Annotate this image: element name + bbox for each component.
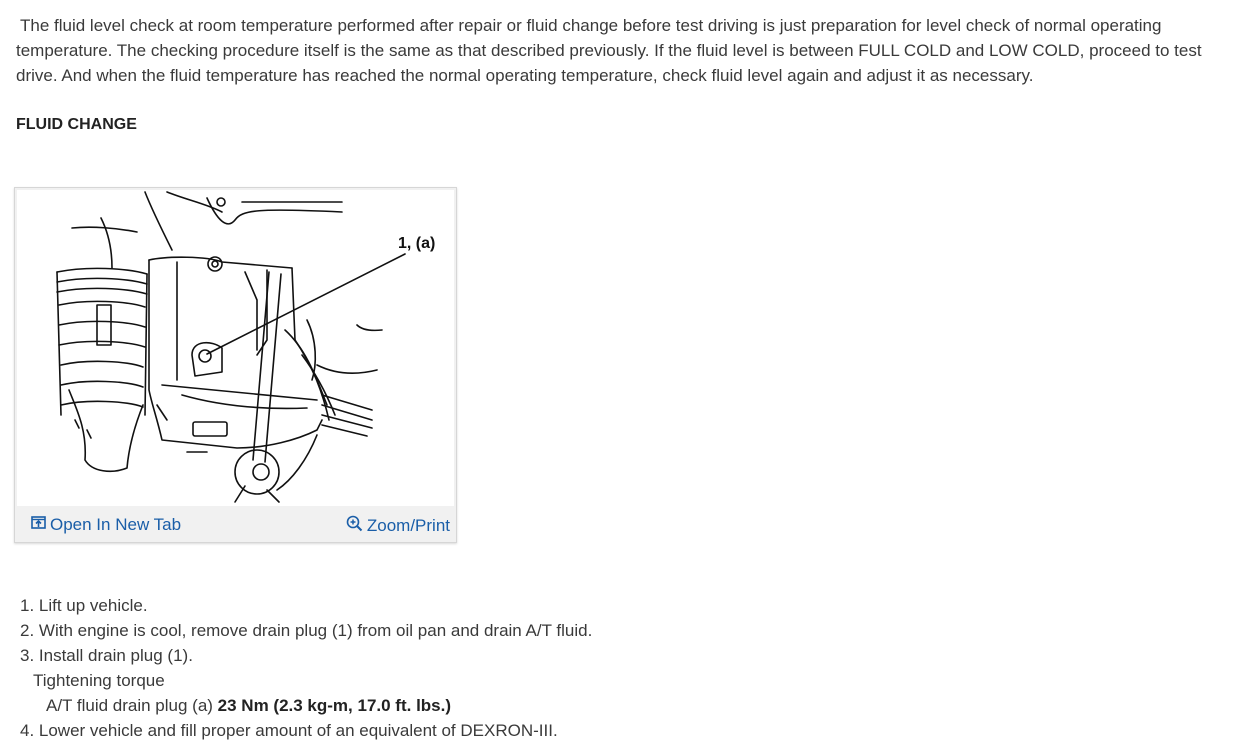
procedure-steps — [20, 593, 592, 743]
torque-value: 23 Nm (2.3 kg-m, 17.0 ft. lbs.) — [217, 696, 452, 715]
section-title: FLUID CHANGE — [16, 116, 137, 133]
intro-paragraph: The fluid level check at room temperature performed after repair or fluid change before test driving is just preparation for level check of normal operating temperature. The checking procedure itself is the same as that described previously. If the fluid level is between FULL COLD and LOW COLD, proceed to test drive. And when the fluid temperature has reached the normal operating temperature, check fluid level again and adjust it as necessary. — [16, 16, 1202, 85]
step-lift-vehicle: 1. Lift up vehicle. — [20, 596, 148, 615]
torque-heading: Tightening torque — [33, 671, 165, 690]
zoom-print-link[interactable] — [346, 515, 450, 537]
torque-spec — [20, 693, 592, 718]
step-lower-and-fill: 4. Lower vehicle and fill proper amount of an equivalent of DEXRON-III. — [20, 721, 558, 740]
callout-label: 1, (a) — [398, 235, 436, 252]
open-in-new-tab-label: Open In New Tab — [50, 515, 182, 534]
step-install-drain-plug: 3. Install drain plug (1). — [20, 646, 193, 665]
zoom-print-label: Zoom/Print — [366, 516, 450, 535]
open-new-tab-icon — [31, 515, 46, 535]
step-remove-drain-plug: 2. With engine is cool, remove drain plug (1) from oil pan and drain A/T fluid. — [20, 621, 593, 640]
open-in-new-tab-link[interactable] — [31, 515, 181, 535]
drain-plug-illustration — [17, 190, 454, 506]
zoom-in-icon — [346, 515, 363, 537]
torque-item: A/T fluid drain plug (a) — [46, 696, 213, 715]
figure-container — [14, 187, 457, 543]
